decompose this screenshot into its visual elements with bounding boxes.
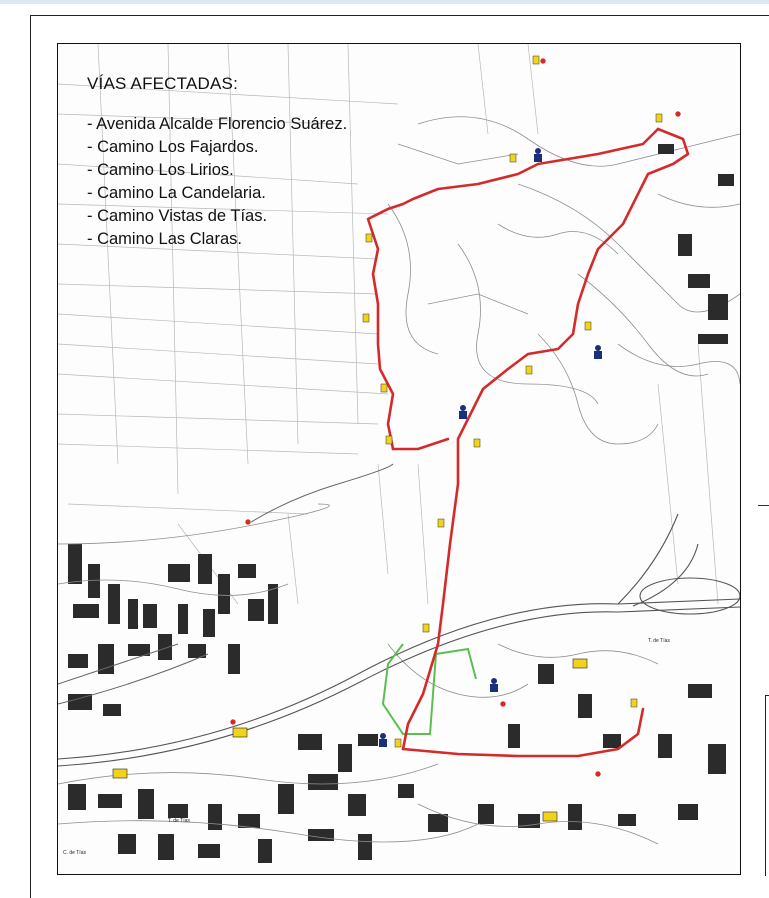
side-box (765, 695, 769, 876)
road-label-1: T. de Tías (648, 638, 670, 644)
traffic-officer-icon[interactable] (363, 56, 662, 747)
legend-title: VÍAS AFECTADAS: (87, 74, 239, 93)
list-item: - Camino Vistas de Tías. (87, 207, 268, 225)
police-officer-icon[interactable] (534, 148, 542, 162)
police-officer-icon[interactable] (594, 345, 602, 359)
road-label-2: T. de Tías (168, 818, 190, 824)
police-officer-icon[interactable] (490, 678, 498, 692)
affected-route (368, 129, 688, 756)
road-label-3: C. de Tías (63, 850, 86, 856)
building-blocks (68, 144, 734, 863)
side-rule (758, 505, 769, 506)
list-item: - Camino Los Fajardos. (87, 138, 259, 156)
top-rule (0, 0, 769, 4)
police-officer-icon[interactable] (459, 405, 467, 419)
affected-roads-list (87, 113, 347, 251)
urban-area-northeast (388, 117, 740, 444)
list-item: - Camino Los Lirios. (87, 161, 234, 179)
alternative-route (383, 644, 476, 734)
list-item: - Avenida Alcalde Florencio Suárez. (87, 115, 348, 133)
list-item: - Camino La Candelaria. (87, 184, 266, 202)
affected-roads-legend (87, 72, 347, 251)
list-item: - Camino Las Claras. (87, 230, 242, 248)
police-officer-icon[interactable] (379, 733, 387, 747)
